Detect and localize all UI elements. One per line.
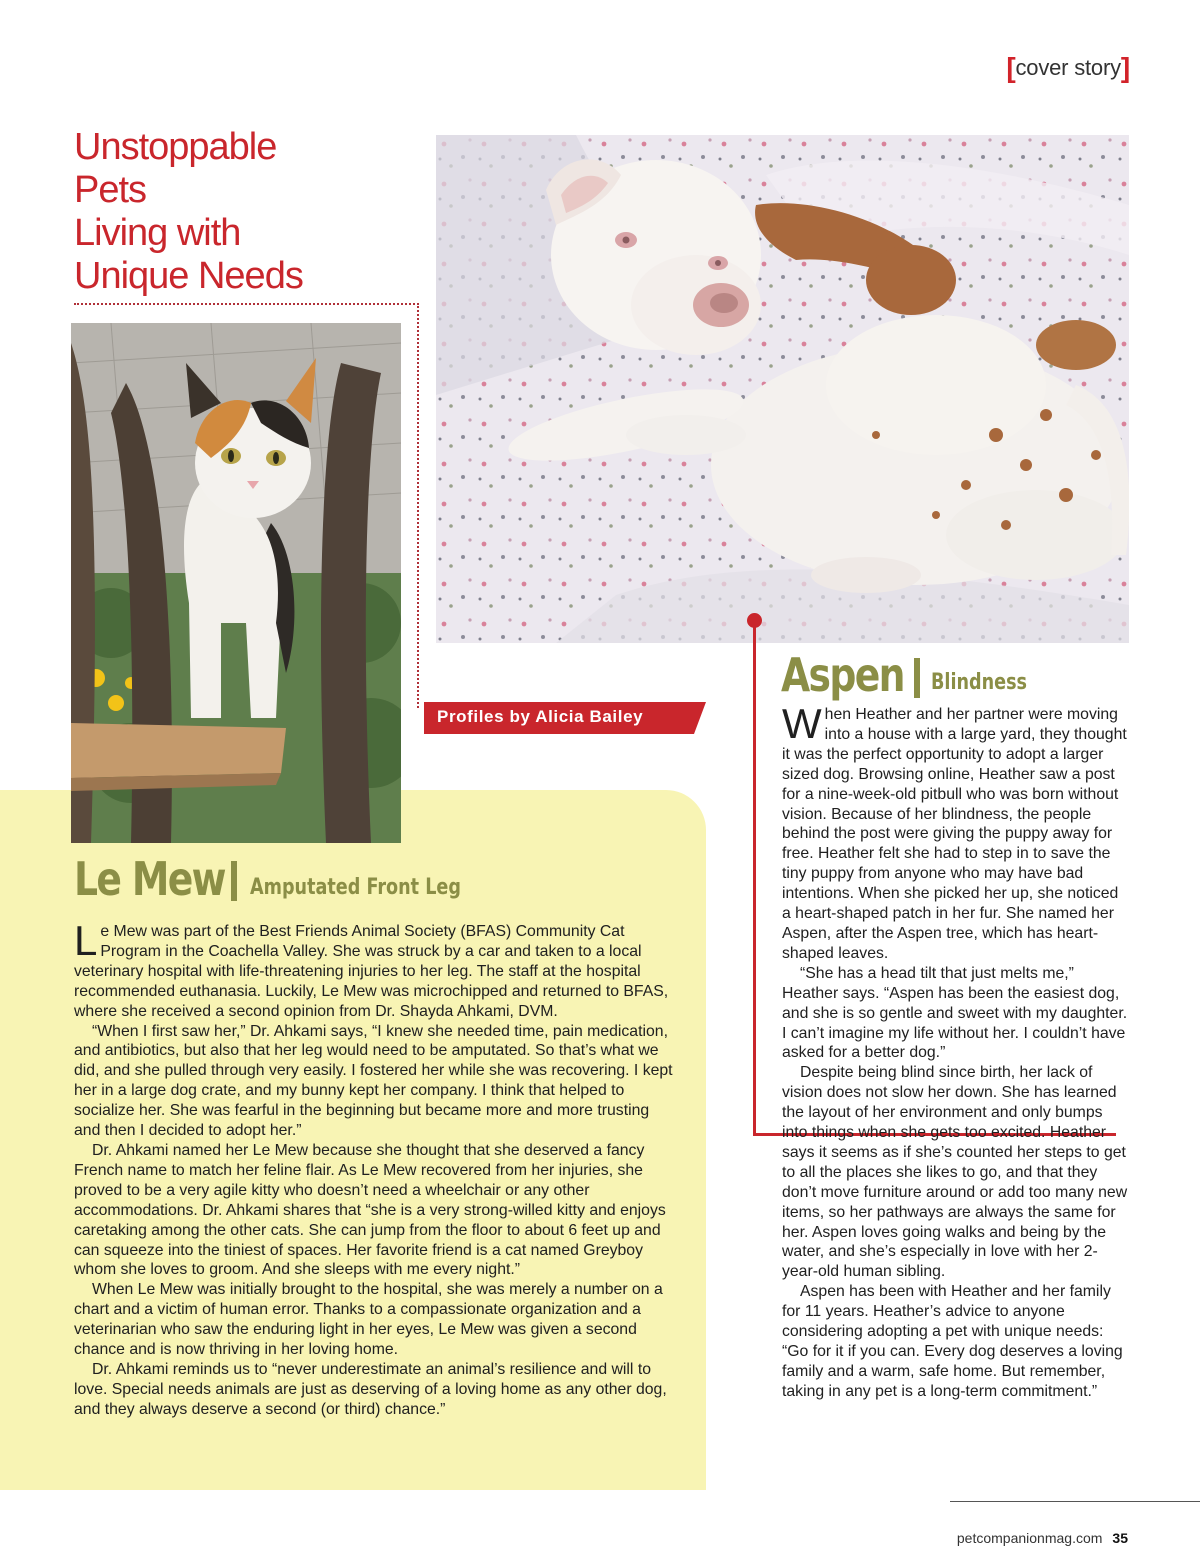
le-mew-divider [231,861,237,901]
bracket-right: ] [1120,52,1130,83]
cat-illustration [71,323,401,843]
headline-line: Unique Needs [74,255,303,297]
article-paragraph: Dr. Ahkami reminds us to “never underestimate an animal’s resilience and will to love. Special needs animals are just as deserving of a loving home as any other dog, and they always deserve a second (or third) chance.” [74,1360,667,1418]
page-number: 35 [1112,1530,1128,1546]
aspen-divider [914,658,920,698]
article-paragraph: “She has a head tilt that just melts me,” Heather says. “Aspen has been the easiest dog, and she is so gentle and sweet with my daughter. I can’t imagine my life without her. I couldn’t have asked for a better dog.” [782,964,1128,1062]
section-tag [1006,52,1130,84]
aspen-column-rule-vertical [753,624,756,1136]
title-dotted-rule-vertical [417,303,419,708]
headline-line: Pets [74,169,147,211]
footer-site: petcompanionmag.com [956,1530,1103,1546]
paragraph-text: hen Heather and her partner were moving into a house with a large yard, they thought it was the perfect opportunity to adopt a larger sized dog. Browsing online, Heather saw a post for a nine-week-old pitbull who was born without vision. Because of her blindness, the people behind the post were giving the puppy away for free. Heather felt she had to step in to save the tiny puppy from anyone who may have bad intentions. When she picked her up, she noticed a heart-shaped patch in her fur. She named her Aspen, after the Aspen tree, which has heart-shaped leaves. [782,706,1127,962]
aspen-photo [436,135,1129,643]
article-paragraph: When Le Mew was initially brought to the hospital, she was merely a number on a chart and a victim of human error. Thanks to a compassionate organization and a veterinarian who saw the enduring light in her eyes, Le Mew was given a second chance and is now thriving in her loving home. [74,1281,663,1359]
section-label: cover story [1015,55,1121,80]
article-paragraph [74,917,674,1022]
article-paragraph: Despite being blind since birth, her lack of vision does not slow her down. She has learned the layout of her environment and only bumps into things when she gets too excited. Heather says it seems as if she’s counted her steps to get to all the places she likes to go, and that they don’t move furniture around or add too many new items, so her pathways are always the same for her. Aspen loves going walks and being by the water, and she’s especially in love with her 2-year-old human sibling. [782,1064,1128,1281]
dropcap: L [74,917,98,964]
paragraph-text: e Mew was part of the Best Friends Animal Society (BFAS) Community Cat Program in the Coachella Valley. She was struck by a car and taken to a local veterinary hospital with life-threatening injuries to her leg. The staff at the hospital recommended euthanasia. Luckily, Le Mew was microchipped and returned to BFAS, where she received a second opinion from Dr. Shayda Ahkami, DVM. [74,923,669,1020]
le-mew-photo [71,323,401,843]
footer-rule [950,1501,1200,1502]
le-mew-article [74,917,674,1420]
le-mew-need: Amputated Front Leg [250,875,461,900]
dog-illustration [436,135,1129,643]
article-headline [74,126,414,298]
headline-line: Unstoppable [74,126,277,168]
aspen-article [782,700,1128,1402]
dropcap: W [782,700,822,747]
aspen-need: Blindness [931,670,1028,695]
article-paragraph: Aspen has been with Heather and her family for 11 years. Heather’s advice to anyone considering adopting a pet with unique needs: “Go for it if you can. Every dog deserves a loving family and a warm, safe home. But remember, taking in any pet is a long-term commitment.” [782,1283,1123,1400]
title-dotted-rule [74,303,419,305]
article-paragraph [782,700,1128,964]
article-paragraph: Dr. Ahkami named her Le Mew because she thought that she deserved a fancy French name to match her feline flair. As Le Mew recovered from her injuries, she proved to be a very agile kitty who doesn’t need a wheelchair or any other accommodations. Dr. Ahkami shares that “she is a very strong-willed kitty and enjoys caretaking among the other cats. She can jump from the floor to about 6 feet up and can squeeze into the tiniest of spaces. Her favorite friend is a cat named Greyboy whom she loves to groom. And she sleeps with me every night.” [74,1141,666,1279]
byline: Profiles by Alicia Bailey [437,707,644,726]
headline-line: Living with [74,212,241,254]
page-footer [957,1530,1128,1546]
le-mew-name: Le Mew [74,852,225,906]
bracket-left: [ [1006,52,1016,83]
article-paragraph: “When I first saw her,” Dr. Ahkami says, “I knew she needed time, pain medication, and antibiotics, but also that her leg would need to be amputated. So that’s what we did, and she pulled through very easily. I fostered her while she was recovering. I kept her in a large dog crate, and my bunny kept her company. I think that helped to socialize her. She was fearful in the beginning but became more and more trusting and then I decided to adopt her.” [74,1022,673,1140]
aspen-name: Aspen [781,648,904,702]
